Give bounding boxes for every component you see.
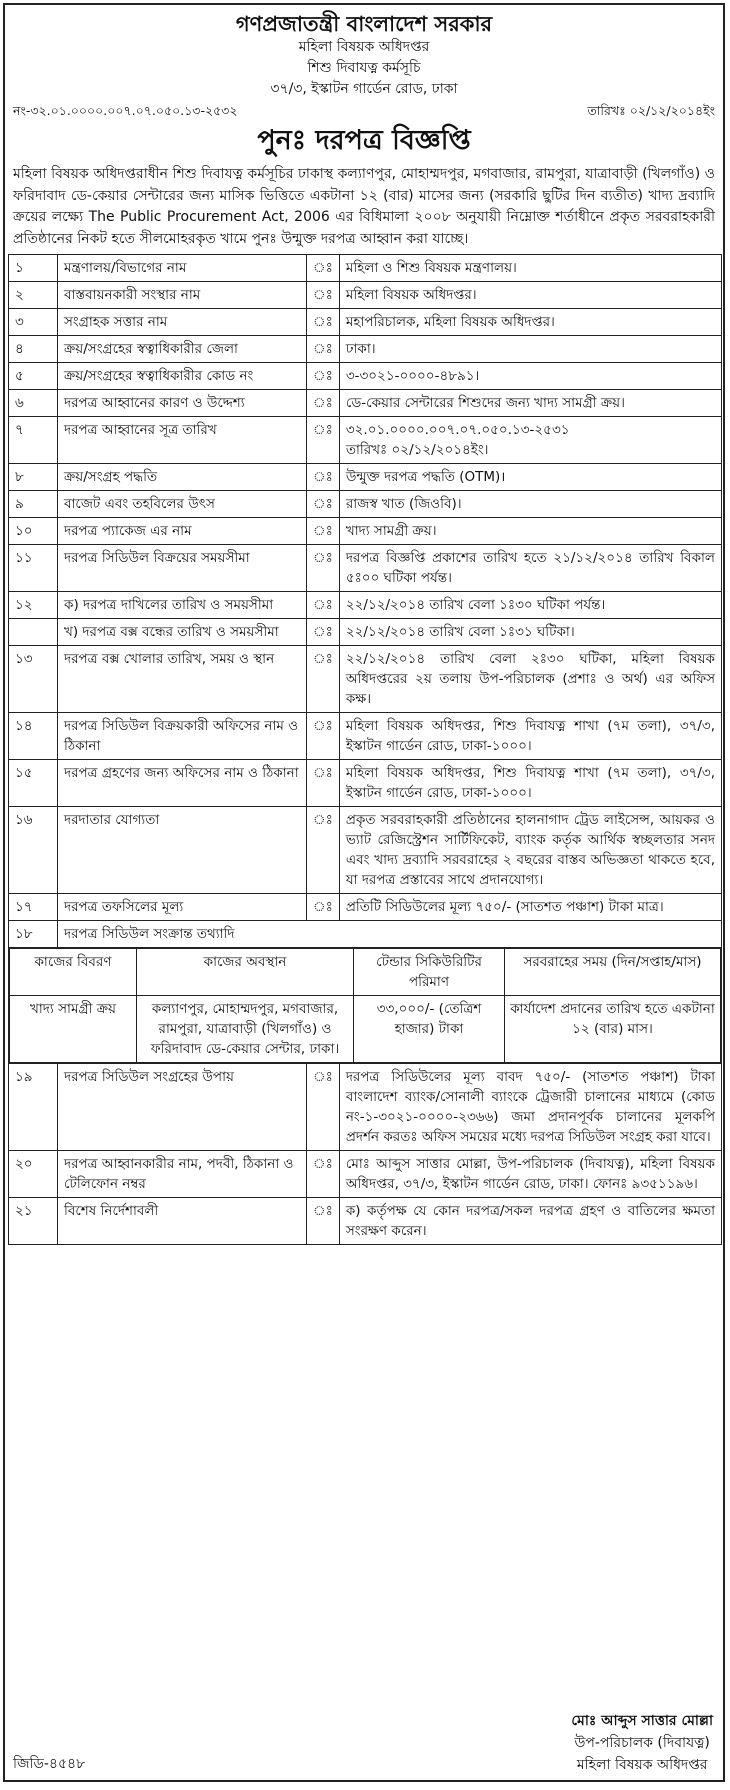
row-number: ১ [9,255,58,282]
table-row [9,491,722,518]
row-colon: ঃ [307,255,340,282]
schedule-data-row [10,996,721,1063]
table-row [9,1064,722,1151]
row-label: মন্ত্রণালয়/বিভাগের নাম [58,255,307,282]
data-cell: কল্যাণপুর, মোহাম্মদপুর, মগবাজার, রামপুরা, যাত্রাবাড়ী (খিলগাঁও) ও ফরিদাবাদ ডে-কেয়ার সেন্টার, ঢাকা। [137,996,354,1063]
row-value-text: ২২/১২/২০১৪ তারিখ বেলা ১ঃ৩০ ঘটিকা পর্যন্ত। [345,597,606,613]
tender-notice-page [3,3,725,1782]
memo-number: নং-৩২.০১.০০০০.০০৭.০৭.০৫০.১৩-২৫৩২ [13,103,238,118]
row-colon: ঃ [307,464,340,491]
row-label: দরপত্র সিডিউল সংক্রান্ত তথ্যাদি [58,921,722,948]
row-label: বিশেষ নির্দেশাবলী [58,1198,307,1245]
table-row [9,619,722,646]
department-name: মহিলা বিষয়ক অধিদপ্তর [298,39,430,55]
row-value [339,390,721,417]
table-row [9,921,722,948]
header-cell: টেন্ডার সিকিউরিটির পরিমাণ [354,949,505,996]
row-value [339,336,721,363]
row-number: ১০ [9,518,58,545]
row-value-text: মহিলা বিষয়ক অধিদপ্তর, শিশু দিবাযত্ন শাখা (৭ম তলা), ৩৭/৩, ইস্কাটন গার্ডেন রোড, ঢাকা-১০০০। [345,765,715,801]
row-number: ৫ [9,363,58,390]
gd-number: জিডি-৪৫৪৮ [13,1756,86,1772]
intro-paragraph: মহিলা বিষয়ক অধিদপ্তরাধীন শিশু দিবাযত্ন কর্মসূচির ঢাকাস্থ কল্যাণপুর, মোহাম্মদপুর, মগবাজার, রামপুরা, যাত্রাবাড়ী (খিলগাঁও) ও ফরিদাবাদ ডে-কেয়ার সেন্টারের জন্য মাসিক ভিত্তিতে একটানা ১২ (বার) মাসের জন্য (সরকারি ছুটির দিন ব্যতীত) খাদ্য দ্রব্যাদি ক্রয়ের লক্ষ্যে The Public Procurement Act, 2006 এর বিধিমালা ২০০৮ অনুযায়ী নিম্নোক্ত শর্তাধীনে প্রকৃত সরবরাহকারী প্রতিষ্ঠানের নিকট হতে সীলমোহরকৃত খামে পুনঃ উন্মুক্ত দরপত্র আহ্বান করা যাচ্ছে। [13,166,715,247]
row-value-text: ৩২.০১.০০০০.০০৭.০৭.০৫০.১৩-২৫৩১ [345,422,570,438]
table-row [9,309,722,336]
row-value-text-2: তারিখঃ ০২/১২/২০১৪ইং। [345,442,489,458]
row-value-text: উন্মুক্ত দরপত্র পদ্ধতি (OTM)। [345,469,506,485]
row-label: ক্রয়/সংগ্রহের স্বত্বাধিকারীর কোড নং [58,363,307,390]
schedule-header-row [10,949,721,996]
table-row [9,807,722,894]
row-number: ৬ [9,390,58,417]
row-colon: ঃ [307,1064,340,1151]
row-colon: ঃ [307,518,340,545]
table-row [9,592,722,619]
signer-office: মহিলা বিষয়ক অধিদপ্তর [576,1757,708,1773]
table-row [9,464,722,491]
row-value-text: প্রকৃত সরবরাহকারী প্রতিষ্ঠানের হালনাগাদ ট্রেড লাইসেন্স, আয়কর ও ভ্যাট রেজিস্ট্রেশন সার্টিফিকেট, ব্যাংক কর্তৃক আর্থিক স্বচ্ছলতার সনদ এবং খাদ্য দ্রব্যাদি সরবরাহের ২ বছরের বাস্তব অভিজ্ঞতা থাকতে হবে, যা দরপত্র প্রস্তাবের সাথে প্রদানযোগ্য। [345,812,715,888]
row-value [339,518,721,545]
table-row [9,336,722,363]
row-label: দরপত্র তফসিলের মূল্য [58,894,307,921]
memo-date: তারিখঃ ০২/১২/২০১৪ইং [587,103,715,118]
row-value-text: রাজস্ব খাত (জিওবি)। [345,496,462,512]
table-row [9,713,722,760]
table-row [9,417,722,464]
row-label: দরপত্র বক্স খোলার তারিখ, সময় ও স্থান [58,646,307,713]
row-value [339,760,721,807]
row-value [339,282,721,309]
table-row [9,646,722,713]
row-label: দরপত্র আহ্বানকারীর নাম, পদবী, ঠিকানা ও টেলিফোন নম্বর [58,1151,307,1198]
row-value [339,619,721,646]
row-value-text: মহিলা ও শিশু বিষয়ক মন্ত্রণালয়। [345,260,517,276]
row-number: ১৯ [9,1064,58,1151]
row-value [339,545,721,592]
row-number: ১৪ [9,713,58,760]
row-label: ক) দরপত্র দাখিলের তারিখ ও সময়সীমা [58,592,307,619]
row-number: ২ [9,282,58,309]
header-cell: কাজের বিবরণ [10,949,137,996]
table-row [9,545,722,592]
table-row [9,255,722,282]
row-value-text: ক) কর্তৃপক্ষ যে কোন দরপত্র/সকল দরপত্র গ্রহণ ও বাতিলের ক্ষমতা সংরক্ষণ করেন। [345,1203,715,1239]
row-number: ২০ [9,1151,58,1198]
data-cell: ৩৩,০০০/- (তেত্রিশ হাজার) টাকা [354,996,505,1063]
row-value [339,894,721,921]
row-colon: ঃ [307,336,340,363]
row-value-text: মহিলা বিষয়ক অধিদপ্তর, শিশু দিবাযত্ন শাখা (৭ম তলা), ৩৭/৩, ইস্কাটন গার্ডেন রোড, ঢাকা-১০০০। [345,718,715,754]
row-colon: ঃ [307,545,340,592]
header-cell: সরবরাহের সময় (দিন/সপ্তাহ/মাস) [505,949,721,996]
table-row [9,518,722,545]
notice-footer [5,1706,723,1780]
row-label: বাস্তবায়নকারী সংস্থার নাম [58,282,307,309]
row-value-text: ডে-কেয়ার সেন্টারের শিশুদের জন্য খাদ্য সামগ্রী ক্রয়। [345,395,625,411]
row-colon: ঃ [307,363,340,390]
row-label: দরপত্র প্যাকেজ এর নাম [58,518,307,545]
row-colon: ঃ [307,592,340,619]
row-value [339,646,721,713]
row-value-text: ঢাকা। [345,341,376,357]
row-number: ১১ [9,545,58,592]
schedule-info-table [9,948,721,1063]
row-value-text: মহিলা বিষয়ক অধিদপ্তর। [345,287,477,303]
row-number: ১২ [9,592,58,619]
row-label: দরপত্র আহ্বানের সূত্র তারিখ [58,417,307,464]
table-row [9,390,722,417]
table-row [9,1198,722,1245]
row-value [339,491,721,518]
row-number: ৪ [9,336,58,363]
government-title: গণপ্রজাতন্ত্রী বাংলাদেশ সরকার [235,12,493,36]
row-colon: ঃ [307,282,340,309]
table-row [9,1151,722,1198]
row-label: দরদাতার যোগ্যতা [58,807,307,894]
row-value-text: মহাপরিচালক, মহিলা বিষয়ক অধিদপ্তর। [345,314,555,330]
row-label: দরপত্র আহ্বানের কারণ ও উদ্দেশ্য [58,390,307,417]
row-number: ২১ [9,1198,58,1245]
row-colon: ঃ [307,1198,340,1245]
row-value [339,464,721,491]
row-label: দরপত্র সিডিউল বিক্রয়ের সময়সীমা [58,545,307,592]
row-value [339,363,721,390]
row-colon: ঃ [307,619,340,646]
row-value-text: ২২/১২/২০১৪ তারিখ বেলা ২ঃ৩০ ঘটিকা, মহিলা বিষয়ক অধিদপ্তরের ২য় তলায় উপ-পরিচালক (প্রশাঃ ও অর্থ) এর অফিস কক্ষ। [345,651,715,707]
row-value-text: প্রতিটি সিডিউলের মূল্য ৭৫০/- (সাতশত পঞ্চাশ) টাকা মাত্র। [345,899,664,915]
row-number: ৯ [9,491,58,518]
row-colon: ঃ [307,713,340,760]
tender-details-table [8,254,722,1245]
row-value [339,592,721,619]
signature-block [571,1710,713,1776]
notice-header [5,11,723,100]
row-label: খ) দরপত্র বক্স বন্ধের তারিখ ও সময়সীমা [58,619,307,646]
signer-designation: উপ-পরিচালক (দিবাযত্ন) [574,1735,710,1751]
row-value-text: খাদ্য সামগ্রী ক্রয়। [345,523,437,539]
row-number: ৮ [9,464,58,491]
row-value-text: দরপত্র সিডিউলের মূল্য বাবদ ৭৫০/- (সাতশত পঞ্চাশ) টাকা বাংলাদেশ ব্যাংক/সোনালী ব্যাংকে ট্রেজারী চালানের মাধ্যমে (কোড নং-১-৩০২১-০০০০-২৩৬৬) জমা প্রদানপূর্বক চালানের মূলকপি প্রদর্শন করতঃ অফিস সময়ের মধ্যে দরপত্র সিডিউল সংগ্রহ করা যাবে। [345,1069,715,1145]
schedule-info-row [9,948,722,1064]
row-number: ১৬ [9,807,58,894]
table-row [9,363,722,390]
row-value-text: ৩-৩০২১-০০০০-৪৮৯১। [345,368,480,384]
row-colon: ঃ [307,646,340,713]
row-label: দরপত্র সিডিউল বিক্রয়কারী অফিসের নাম ও ঠিকানা [58,713,307,760]
table-row [9,760,722,807]
table-row [9,894,722,921]
row-number: ১৩ [9,646,58,713]
header-cell: কাজের অবস্থান [137,949,354,996]
row-value [339,417,721,464]
row-number: ৩ [9,309,58,336]
row-colon: ঃ [307,1151,340,1198]
row-value [339,713,721,760]
row-value [339,1064,721,1151]
row-colon: ঃ [307,760,340,807]
row-colon: ঃ [307,390,340,417]
row-colon: ঃ [307,807,340,894]
row-number: ১৮ [9,921,58,948]
row-number: ১৫ [9,760,58,807]
row-label: দরপত্র গ্রহণের জন্য অফিসের নাম ও ঠিকানা [58,760,307,807]
row-colon: ঃ [307,309,340,336]
row-number [9,619,58,646]
row-value [339,1151,721,1198]
data-cell: কার্যাদেশ প্রদানের তারিখ হতে একটানা ১২ (বার) মাস। [505,996,721,1063]
row-colon: ঃ [307,894,340,921]
row-colon: ঃ [307,491,340,518]
row-label: ক্রয়/সংগ্রহের স্বত্বাধিকারীর জেলা [58,336,307,363]
row-label: ক্রয়/সংগ্রহ পদ্ধতি [58,464,307,491]
office-address: ৩৭/৩, ইস্কাটন গার্ডেন রোড, ঢাকা [270,81,458,97]
row-label: বাজেট এবং তহবিলের উৎস [58,491,307,518]
row-number: ১৭ [9,894,58,921]
row-label: সংগ্রাহক সত্তার নাম [58,309,307,336]
notice-title: পুনঃ দরপত্র বিজ্ঞপ্তি [257,125,471,156]
program-name: শিশু দিবাযত্ন কর্মসূচি [307,60,421,76]
row-colon: ঃ [307,417,340,464]
signer-name: মোঃ আব্দুস সাত্তার মোল্লা [571,1713,713,1729]
reference-row [5,102,723,120]
row-value-text: মোঃ আব্দুস সাত্তার মোল্লা, উপ-পরিচালক (দিবাযত্ন), মহিলা বিষয়ক অধিদপ্তর, ৩৭/৩, ইস্কাটন গার্ডেন রোড, ঢাকা। ফোনঃ ৯৩৫১১৯৬। [345,1156,715,1192]
data-cell: খাদ্য সামগ্রী ক্রয় [10,996,137,1063]
row-number: ৭ [9,417,58,464]
row-value-text: দরপত্র বিজ্ঞপ্তি প্রকাশের তারিখ হতে ২১/১২/২০১৪ তারিখ বিকাল ৫ঃ০০ ঘটিকা পর্যন্ত। [345,550,715,586]
row-value [339,309,721,336]
row-value [339,1198,721,1245]
row-label: দরপত্র সিডিউল সংগ্রহের উপায় [58,1064,307,1151]
row-value [339,807,721,894]
row-value-text: ২২/১২/২০১৪ তারিখ বেলা ১ঃ৩১ ঘটিকা। [345,624,575,640]
row-value [339,255,721,282]
table-row [9,282,722,309]
